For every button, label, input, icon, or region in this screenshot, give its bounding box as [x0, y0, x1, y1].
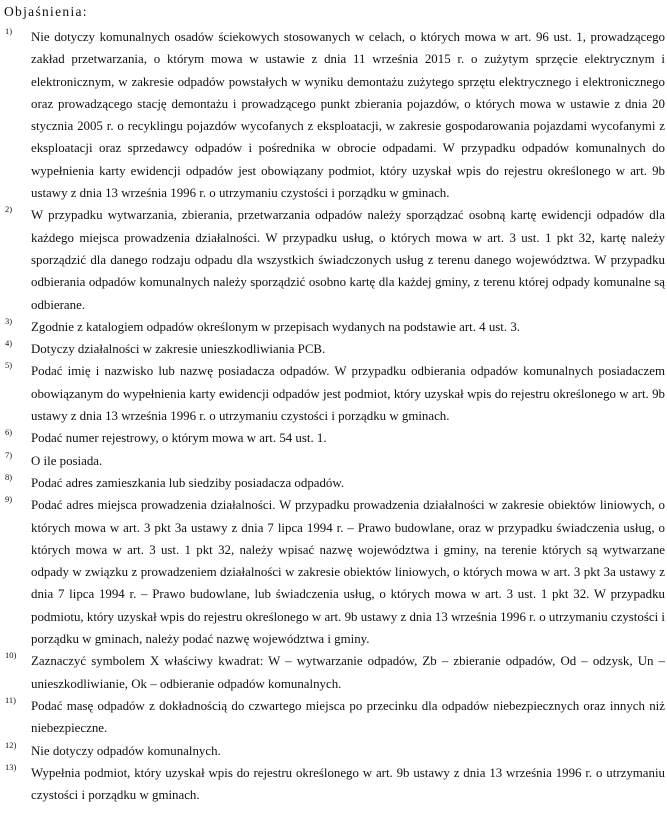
note-number: 5)	[5, 360, 13, 371]
note-number: 9)	[5, 494, 13, 505]
note-number: 2)	[5, 204, 13, 215]
note-item	[4, 360, 665, 427]
note-text: W przypadku wytwarzania, zbierania, przetwarzania odpadów należy sporządzać osobną kartę ewidencji odpadów dla każdego miejsca prowadzenia działalności. W przypadku usług, o których mowa w art. 3 ust. 1 pkt 32, kartę należy sporządzić dla danego rodzaju odpadu dla wszystkich świadczonych usług z terenu danego województwa. W przypadku odbierania odpadów komunalnych należy sporządzić osobno kartę dla każdej gminy, z terenu której odpady komunalne są odbierane.	[31, 208, 665, 312]
note-item	[4, 650, 665, 695]
note-text: Nie dotyczy komunalnych osadów ściekowych stosowanych w celach, o których mowa w art. 96 ust. 1, prowadzącego zakład przetwarzania, o którym mowa w ustawie z dnia 11 września 2015 r. o zużytym sprzęcie elektrycznym i elektronicznym, w zakresie odpadów powstałych w wyniku demontażu zużytego sprzętu elektrycznego i elektronicznego oraz prowadzącego stację demontażu i prowadzącego punkt zbierania pojazdów, o których mowa w ustawie z dnia 20 stycznia 2005 r. o recyklingu pojazdów wycofanych z eksploatacji, w zakresie gospodarowania pojazdami wycofanymi z eksploatacji oraz sprzedawcy odpadów i pośrednika w obrocie odpadami. W przypadku odpadów komunalnych do wypełnienia karty ewidencji odpadów jest obowiązany podmiot, który uzyskał wpis do rejestru określonego w art. 9b ustawy z dnia 13 września 1996 r. o utrzymaniu czystości i porządku w gminach.	[31, 30, 665, 201]
note-text: Dotyczy działalności w zakresie unieszkodliwiania PCB.	[31, 342, 326, 357]
note-item	[4, 762, 665, 807]
note-text: Podać masę odpadów z dokładnością do czwartego miejsca po przecinku dla odpadów niebezpiecznych oraz innych niż niebezpieczne.	[31, 698, 665, 736]
page-heading: Objaśnienia:	[4, 4, 88, 19]
note-number: 8)	[5, 471, 13, 482]
note-number: 1)	[5, 26, 13, 36]
note-number: 12)	[5, 739, 17, 750]
note-number: 11)	[5, 694, 17, 705]
note-number: 4)	[5, 338, 13, 349]
note-item	[4, 26, 665, 204]
notes-list	[4, 26, 665, 806]
note-text: Podać numer rejestrowy, o którym mowa w art. 54 ust. 1.	[31, 431, 327, 446]
note-item	[4, 427, 665, 449]
note-number: 3)	[5, 315, 13, 326]
note-item	[4, 316, 665, 338]
note-text: Nie dotyczy odpadów komunalnych.	[31, 743, 221, 758]
note-item	[4, 204, 665, 315]
note-text: Zaznaczyć symbolem X właściwy kwadrat: W – wytwarzanie odpadów, Zb – zbieranie odpadów, Od – odzysk, Un – unieszkodliwianie, Ok – odbieranie odpadów komunalnych.	[31, 654, 665, 691]
note-item	[4, 695, 665, 740]
note-item	[4, 338, 665, 360]
note-text: Podać adres miejsca prowadzenia działalności. W przypadku prowadzenia działalności w zakresie obiektów liniowych, o których mowa w art. 3 pkt 3a ustawy z dnia 7 lipca 1994 r. – Prawo budowlane, oraz w przypadku świadczenia usług, o których mowa w art. 3 ust. 1 pkt 32, należy wpisać nazwę województwa i gminy, na terenie których są wytwarzane odpady w związku z prowadzeniem działalności w zakresie obiektów liniowych, o których mowa w art. 3 pkt 3a ustawy z dnia 7 lipca 1994 r. – Prawo budowlane, lub świadczenia usług, o których mowa w art. 3 ust. 1 pkt 32. W przypadku podmiotu, który uzyskał wpis do rejestru określonego w art. 9b ustawy z dnia 13 września 1996 r. o utrzymaniu czystości i porządku w gminach, należy podać nazwę województwa i gminy.	[31, 498, 665, 647]
note-number: 10)	[5, 650, 17, 661]
note-number: 7)	[5, 449, 13, 460]
note-item	[4, 494, 665, 650]
note-text: Zgodnie z katalogiem odpadów określonym w przepisach wydanych na podstawie art. 4 ust. 3.	[31, 319, 521, 334]
note-text: Podać imię i nazwisko lub nazwę posiadacza odpadów. W przypadku odbierania odpadów komunalnych posiadaczem obowiązanym do wypełnienia karty ewidencji odpadów jest podmiot, który uzyskał wpis do rejestru określonego w art. 9b ustawy z dnia 13 września 1996 r. o utrzymaniu czystości i porządku w gminach.	[31, 364, 665, 424]
note-item	[4, 740, 665, 762]
note-item	[4, 472, 665, 494]
note-number: 13)	[5, 761, 17, 772]
note-item	[4, 450, 665, 472]
note-text: O ile posiada.	[31, 453, 103, 468]
note-text: Podać adres zamieszkania lub siedziby posiadacza odpadów.	[31, 475, 345, 490]
note-text: Wypełnia podmiot, który uzyskał wpis do rejestru określonego w art. 9b ustawy z dnia 13 września 1996 r. o utrzymaniu czystości i porządku w gminach.	[31, 765, 665, 803]
note-number: 6)	[5, 427, 13, 438]
